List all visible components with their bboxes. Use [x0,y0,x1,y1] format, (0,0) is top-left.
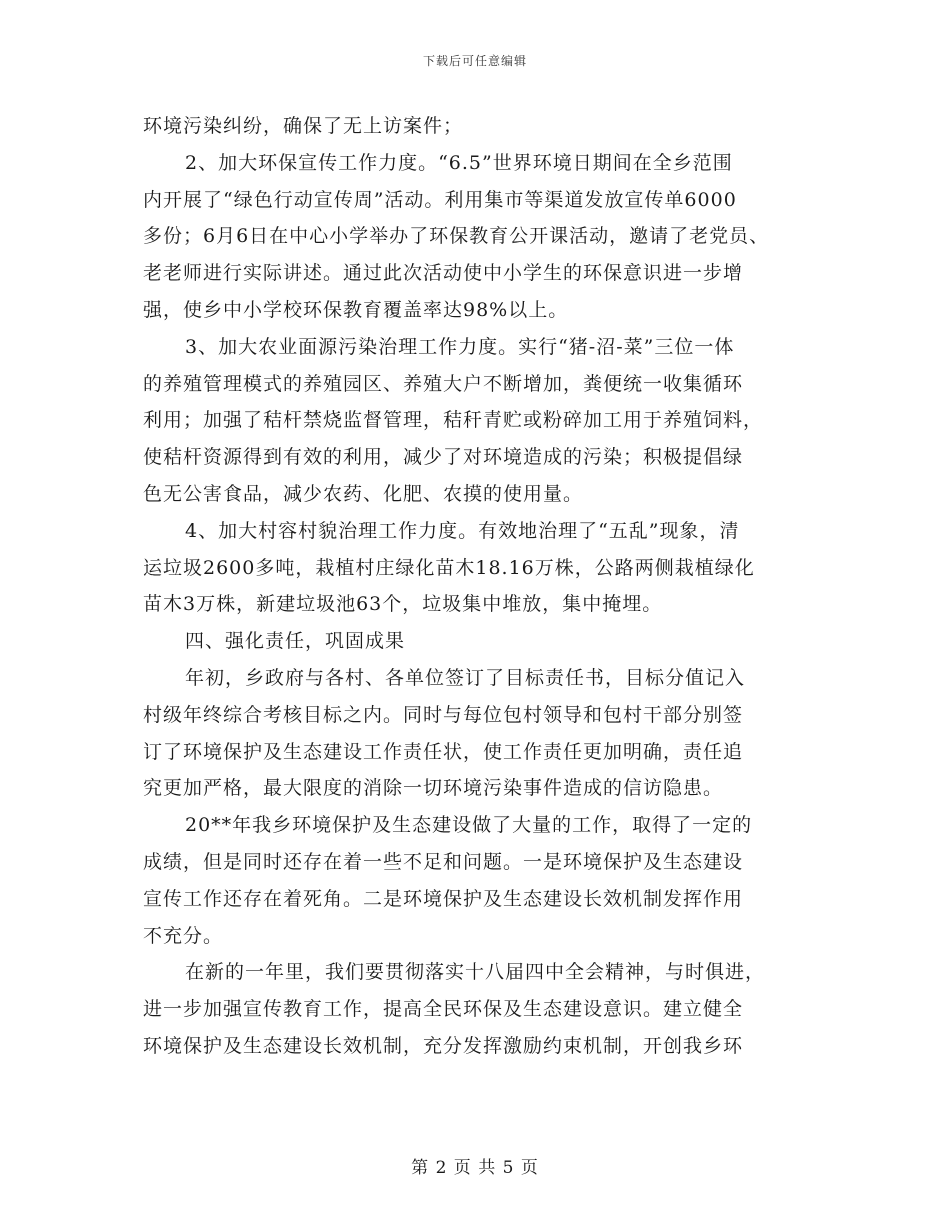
body-line: 4、加大村容村貌治理工作力度。有效地治理了“五乱”现象，清 [185,519,740,542]
body-line: 环境保护及生态建设长效机制，充分发挥激励约束机制，开创我乡环 [143,1034,744,1057]
body-line: 进一步加强宣传教育工作，提高全民环保及生态建设意识。建立健全 [143,998,744,1021]
body-line: 色无公害食品，减少农药、化肥、农摸的使用量。 [143,482,584,505]
body-line: 环境污染纠纷，确保了无上访案件； [143,115,464,137]
body-line: 内开展了“绿色行动宣传周”活动。利用集市等渠道发放宣传单6000 [143,188,737,211]
body-line: 宣传工作还存在着死角。二是环境保护及生态建设长效机制发挥作用 [143,887,744,910]
body-line: 订了环境保护及生态建设工作责任状，使工作责任更加明确，责任追 [143,740,744,763]
body-line: 的养殖管理模式的养殖园区、养殖大户不断增加，粪便统一收集循环 [143,372,744,395]
body-line: 年初，乡政府与各村、各单位签订了目标责任书，目标分值记入 [185,666,746,689]
body-line: 多份；6月6日在中心小学举办了环保教育公开课活动，邀请了老党员、 [143,225,770,248]
page-header: 下载后可任意编辑 [422,54,527,68]
body-line: 不充分。 [143,924,224,947]
body-line: 使秸杆资源得到有效的利用，减少了对环境造成的污染；积极提倡绿 [143,446,744,469]
body-line: 3、加大农业面源污染治理工作力度。实行“猪-沼-菜”三位一体 [185,335,735,358]
body-line: 成绩，但是同时还存在着一些不足和问题。一是环境保护及生态建设 [143,850,744,873]
body-line: 20**年我乡环境保护及生态建设做了大量的工作，取得了一定的 [185,814,753,837]
body-line: 利用；加强了秸杆禁烧监督管理，秸秆青贮或粉碎加工用于养殖饲料， [143,409,764,432]
body-line: 2、加大环保宣传工作力度。“6.5”世界环境日期间在全乡范围 [185,151,733,174]
page-footer: 第 2 页 共 5 页 [411,1158,539,1178]
body-line: 四、强化责任，巩固成果 [185,630,406,653]
document-body [143,108,811,1065]
body-line: 强，使乡中小学校环保教育覆盖率达98%以上。 [143,298,569,321]
body-line: 村级年终综合考核目标之内。同时与每位包村领导和包村干部分别签 [143,703,744,726]
body-line: 究更加严格，最大限度的消除一切环境污染事件造成的信访隐患。 [143,777,724,800]
body-line: 在新的一年里，我们要贯彻落实十八届四中全会精神，与时俱进， [185,961,766,984]
body-line: 苗木3万株，新建垃圾池63个，垃圾集中堆放，集中掩埋。 [143,593,663,616]
body-line: 运垃圾2600多吨，栽植村庄绿化苗木18.16万株，公路两侧栽植绿化 [143,556,755,579]
body-line: 老老师进行实际讲述。通过此次活动使中小学生的环保意识进一步增 [143,262,744,285]
